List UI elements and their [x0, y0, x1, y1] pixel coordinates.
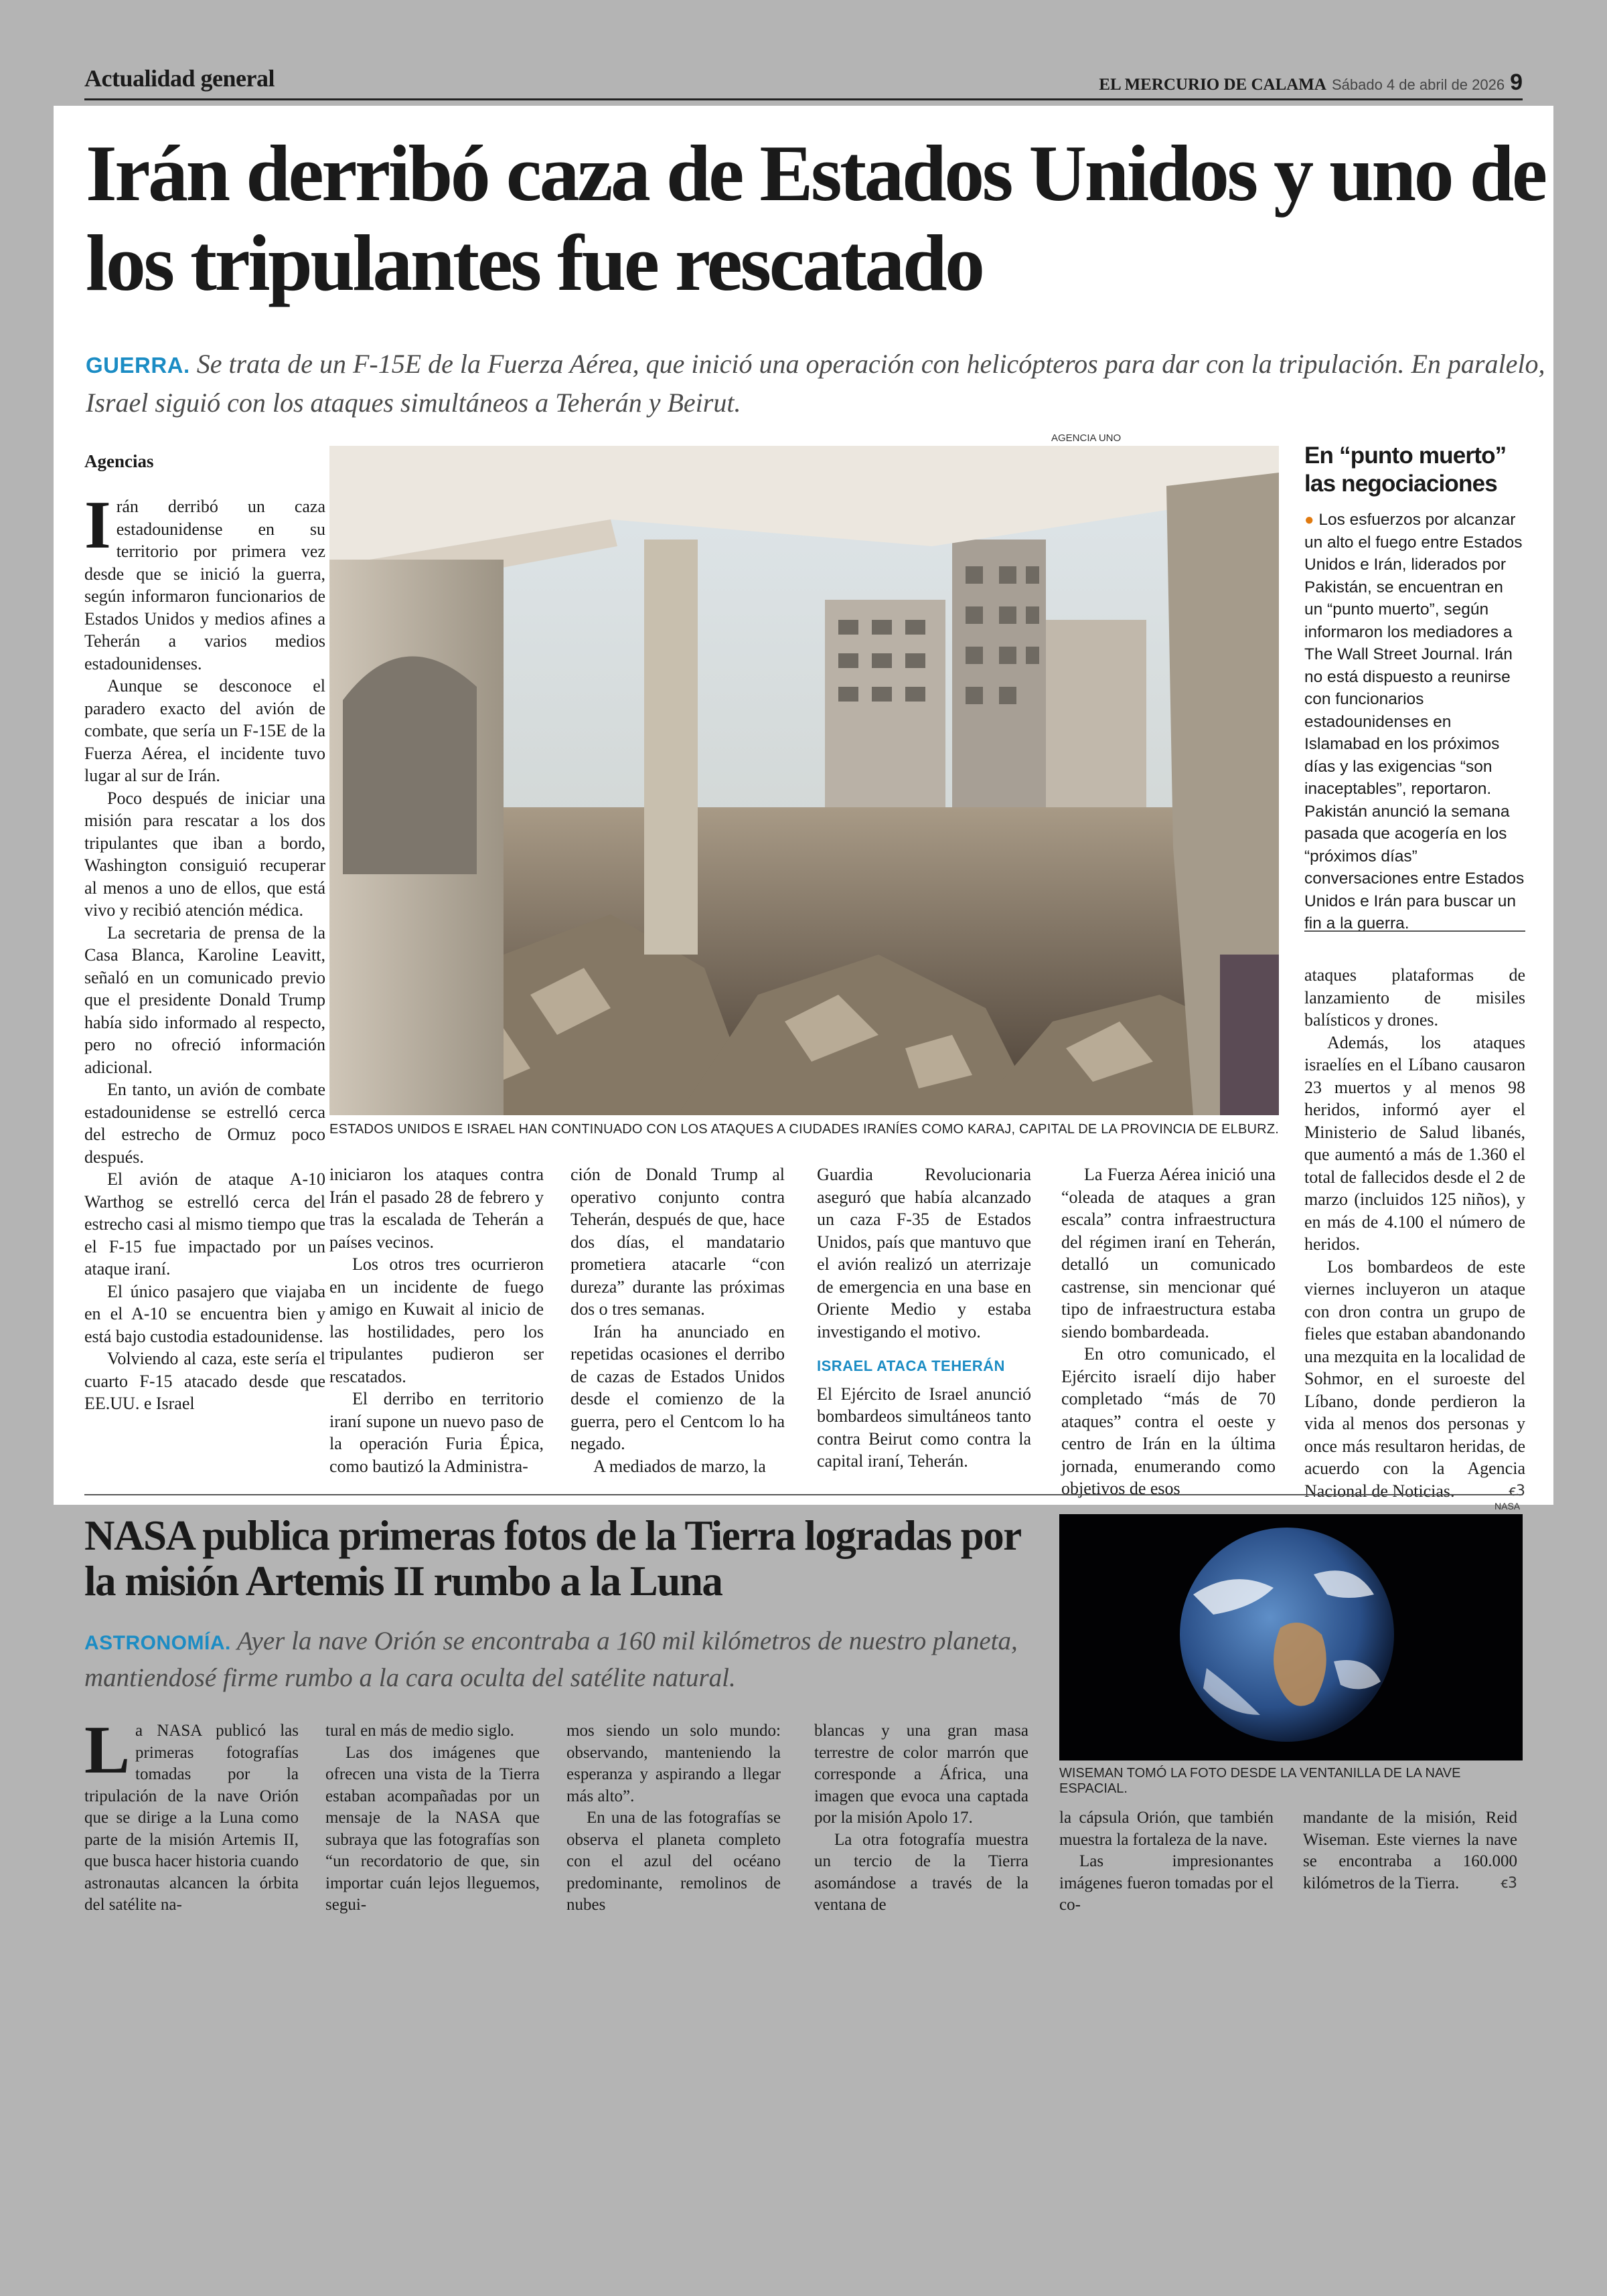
paragraph: En otro comunicado, el Ejército israelí dijo haber completado “más de 70 ataques” contra el oeste y centro de Irán en la última jornada, enumerando como objetivos de esos: [1061, 1344, 1276, 1498]
nasa-kicker: ASTRONOMÍA.: [84, 1632, 231, 1654]
main-article: [54, 106, 1553, 1505]
rubble-photo: [329, 446, 1279, 1115]
paragraph: ción de Donald Trump al operativo conjunto contra Teherán, después de que, hace dos días, el mandatario prometiera atacarle “con dureza” durante las próximas dos o tres semanas.: [570, 1165, 785, 1319]
earth-illustration: [1059, 1514, 1523, 1760]
article-column-6: [1304, 964, 1525, 1502]
nasa-column-5: [1059, 1807, 1274, 1916]
nasa-photo-credit: NASA: [1495, 1501, 1521, 1511]
sidebar-box: [1304, 442, 1525, 935]
photo-credit: AGENCIA UNO: [1051, 432, 1122, 444]
nasa-column-2: [325, 1720, 540, 1916]
paragraph: blancas y una gran masa terrestre de color marrón que corresponde a África, una imagen que evoca una captada por la misión Apolo 17.: [814, 1722, 1028, 1827]
nasa-column-3: [566, 1720, 781, 1916]
nasa-column-4: [814, 1720, 1028, 1916]
nasa-lead-text: Ayer la nave Orión se encontraba a 160 mil kilómetros de nuestro planeta, mantiendosé firme rumbo a la cara oculta del satélite natural.: [84, 1627, 1018, 1692]
paragraph: iniciaron los ataques contra Irán el pasado 28 de febrero y tras la escalada de Teherán a países vecinos.: [329, 1165, 544, 1252]
section-label: Actualidad general: [84, 65, 275, 92]
paragraph: En una de las fotografías se observa el planeta completo con el azul del océano predominante, remolinos de nubes: [566, 1809, 781, 1914]
earth-photo: [1059, 1514, 1523, 1760]
article-column-1: [84, 487, 325, 1415]
paragraph: La secretaria de prensa de la Casa Blanca, Karoline Leavitt, señaló en un comunicado previo que el presidente Donald Trump había sido informado al respecto, pero no ofreció información adicional.: [84, 922, 325, 1077]
paragraph: El avión de ataque A-10 Warthog se estrelló cerca del estrecho casi al mismo tiempo que el F-15 fue impactado por un ataque iraní.: [84, 1169, 325, 1279]
nasa-headline: NASA publica primeras fotos de la Tierra logradas por la misión Artemis II rumbo a la Luna: [84, 1512, 1020, 1605]
masthead: [1099, 70, 1523, 96]
paragraph: Irán derribó un caza estadounidense en su territorio por primera vez desde que se inició la guerra, según informaron funcionarios de Estados Unidos y medios afines a Teherán a varios medios estadounidenses.: [84, 487, 325, 673]
subhead-israel: ISRAEL ATACA TEHERÁN: [817, 1358, 1005, 1374]
sidebar-text: Los esfuerzos por alcanzar un alto el fuego entre Estados Unidos e Irán, liderados por Pakistán, se encuentran en un “punto muerto”, según informaron los mediadores a The Wall Street Journal. Irán no está dispuesto a reunirse con funcionarios estadounidenses en Islamabad en los próximos días y las exigencias “son inaceptables”, reportaron. Pakistán anunció la semana pasada que acogería en los “próximos días” conversaciones entre Estados Unidos e Irán para buscar un fin a la guerra.: [1304, 511, 1525, 932]
sidebar-body: [1304, 509, 1525, 935]
paragraph: Los bombardeos de este viernes incluyeron un ataque con dron contra un grupo de fieles que estaban abandonando una mezquita en la localidad de Sohmor, en el suroeste del Líbano, donde perdieron la vida al menos dos personas y once más resultaron heridas, de acuerdo con la Agencia Nacional de Noticias. ꞓ3: [1304, 1256, 1525, 1503]
paragraph: tural en más de medio siglo.: [325, 1722, 514, 1740]
byline: Agencias: [84, 451, 154, 471]
photo-caption: ESTADOS UNIDOS E ISRAEL HAN CONTINUADO CON LOS ATAQUES A CIUDADES IRANÍES COMO KARAJ, CAPITAL DE LA PROVINCIA DE ELBURZ.: [329, 1122, 1280, 1137]
paragraph: mandante de la misión, Reid Wiseman. Este viernes la nave se encontraba a 160.000 kilómetros de la Tierra. ꞓ3: [1303, 1807, 1517, 1894]
nasa-column-6: [1303, 1807, 1517, 1894]
paragraph: El Ejército de Israel anunció bombardeos simultáneos tanto contra Beirut como contra la capital iraní, Teherán.: [817, 1384, 1031, 1471]
main-headline: Irán derribó caza de Estados Unidos y uno de los tripulantes fue rescatado: [86, 129, 1545, 307]
main-lead: [86, 345, 1545, 422]
sidebar-title: En “punto muerto” las negociaciones: [1304, 442, 1507, 497]
main-lead-text: Se trata de un F-15E de la Fuerza Aérea, que inició una operación con helicópteros para dar con la tripulación. En paralelo, Israel siguió con los ataques simultáneos a Teherán y Beirut.: [86, 349, 1545, 418]
end-mark-icon: ꞓ3: [1501, 1874, 1517, 1892]
paragraph: Aunque se desconoce el paradero exacto del avión de combate, que sería un F-15E de la Fuerza Aérea, el incidente tuvo lugar al sur de Irán.: [84, 676, 325, 785]
bullet-dot-icon: ●: [1304, 511, 1314, 529]
paragraph: Las impresionantes imágenes fueron tomadas por el co-: [1059, 1852, 1274, 1914]
page-number: 9: [1510, 70, 1523, 95]
rubble-photo-illustration: [329, 446, 1279, 1115]
paragraph: la cápsula Orión, que también muestra la fortaleza de la nave.: [1059, 1809, 1274, 1849]
article-column-2: [329, 1163, 544, 1477]
end-mark-icon: ꞓ3: [1509, 1482, 1525, 1499]
paragraph: Volviendo al caza, este sería el cuarto F-15 atacado desde que EE.UU. e Israel: [84, 1349, 325, 1413]
paragraph: El único pasajero que viajaba en el A-10 se encuentra bien y está bajo custodia estadounidense.: [84, 1281, 325, 1346]
page-header: [84, 62, 1523, 100]
nasa-column-1: [84, 1712, 299, 1916]
main-kicker: GUERRA.: [86, 353, 190, 378]
article-column-4: [817, 1163, 1031, 1473]
article-column-5: [1061, 1163, 1276, 1500]
publication-name: EL MERCURIO DE CALAMA: [1099, 76, 1326, 94]
paragraph: Los otros tres ocurrieron en un incidente de fuego amigo en Kuwait al inicio de las hostilidades, pero los tripulantes pudieron ser rescatados.: [329, 1254, 544, 1386]
paragraph: ataques plataformas de lanzamiento de misiles balísticos y drones.: [1304, 965, 1525, 1030]
nasa-photo-caption: WISEMAN TOMÓ LA FOTO DESDE LA VENTANILLA DE LA NAVE ESPACIAL.: [1059, 1766, 1461, 1796]
paragraph: La Fuerza Aérea inició una “oleada de ataques a gran escala” contra infraestructura del régimen iraní en Teherán, detalló un comunicado castrense, sin mencionar qué tipo de infraestructura estaba siendo bombardeada.: [1061, 1165, 1276, 1341]
nasa-dropcap: L: [84, 1712, 131, 1788]
paragraph: Irán ha anunciado en repetidas ocasiones el derribo de cazas de Estados Unidos desde el comienzo de la guerra, pero el Centcom lo ha negado.: [570, 1321, 785, 1453]
paragraph: Además, los ataques israelíes en el Líbano causaron 23 muertos y al menos 98 heridos, informó ayer el Ministerio de Salud libanés, que aumentó a más de 1.360 el total de fallecidos desde el 2 de marzo (incluidos 125 niños), y en más de 4.100 el número de heridos.: [1304, 1032, 1525, 1254]
section-divider: [84, 1494, 1523, 1495]
paragraph: mos siendo un solo mundo: observando, manteniendo la esperanza y aspirando a llegar más alto”.: [566, 1722, 781, 1805]
paragraph: A mediados de marzo, la: [593, 1456, 766, 1476]
paragraph: Poco después de iniciar una misión para rescatar a los dos tripulantes que iban a bordo, Washington consiguió recuperar al menos a uno de ellos, que está vivo y recibió atención médica.: [84, 788, 325, 920]
paragraph: Las dos imágenes que ofrecen una vista de la Tierra estaban acompañadas por un mensaje de la NASA que subraya que las fotografías son “un recordatorio de que, sin importar cuán lejos lleguemos, segui-: [325, 1743, 540, 1914]
paragraph: La otra fotografía muestra un tercio de la Tierra asomándose a través de la ventana de: [814, 1830, 1028, 1914]
paragraph: Guardia Revolucionaria aseguró que había alcanzado un caza F-35 de Estados Unidos, país que mantuvo que el avión realizó un aterrizaje de emergencia en una base en Oriente Medio y estaba investigando el motivo.: [817, 1165, 1031, 1341]
sidebar-divider: [1304, 930, 1525, 932]
article-column-3: [570, 1163, 785, 1477]
dropcap: I: [84, 487, 111, 563]
paragraph: El derribo en territorio iraní supone un nuevo paso de la operación Furia Épica, como bautizó la Administra-: [329, 1389, 544, 1476]
publication-date: Sábado 4 de abril de 2026: [1331, 76, 1505, 93]
paragraph: La NASA publicó las primeras fotografías tomadas por la tripulación de la nave Orión que se dirige a la Luna como parte de la misión Artemis II, que busca hacer historia cuando astronautas alcancen la órbita del satélite na-: [84, 1712, 299, 1914]
nasa-lead: [84, 1624, 1049, 1696]
paragraph: En tanto, un avión de combate estadounidense se estrelló cerca del estrecho de Ormuz poco después.: [84, 1080, 325, 1167]
